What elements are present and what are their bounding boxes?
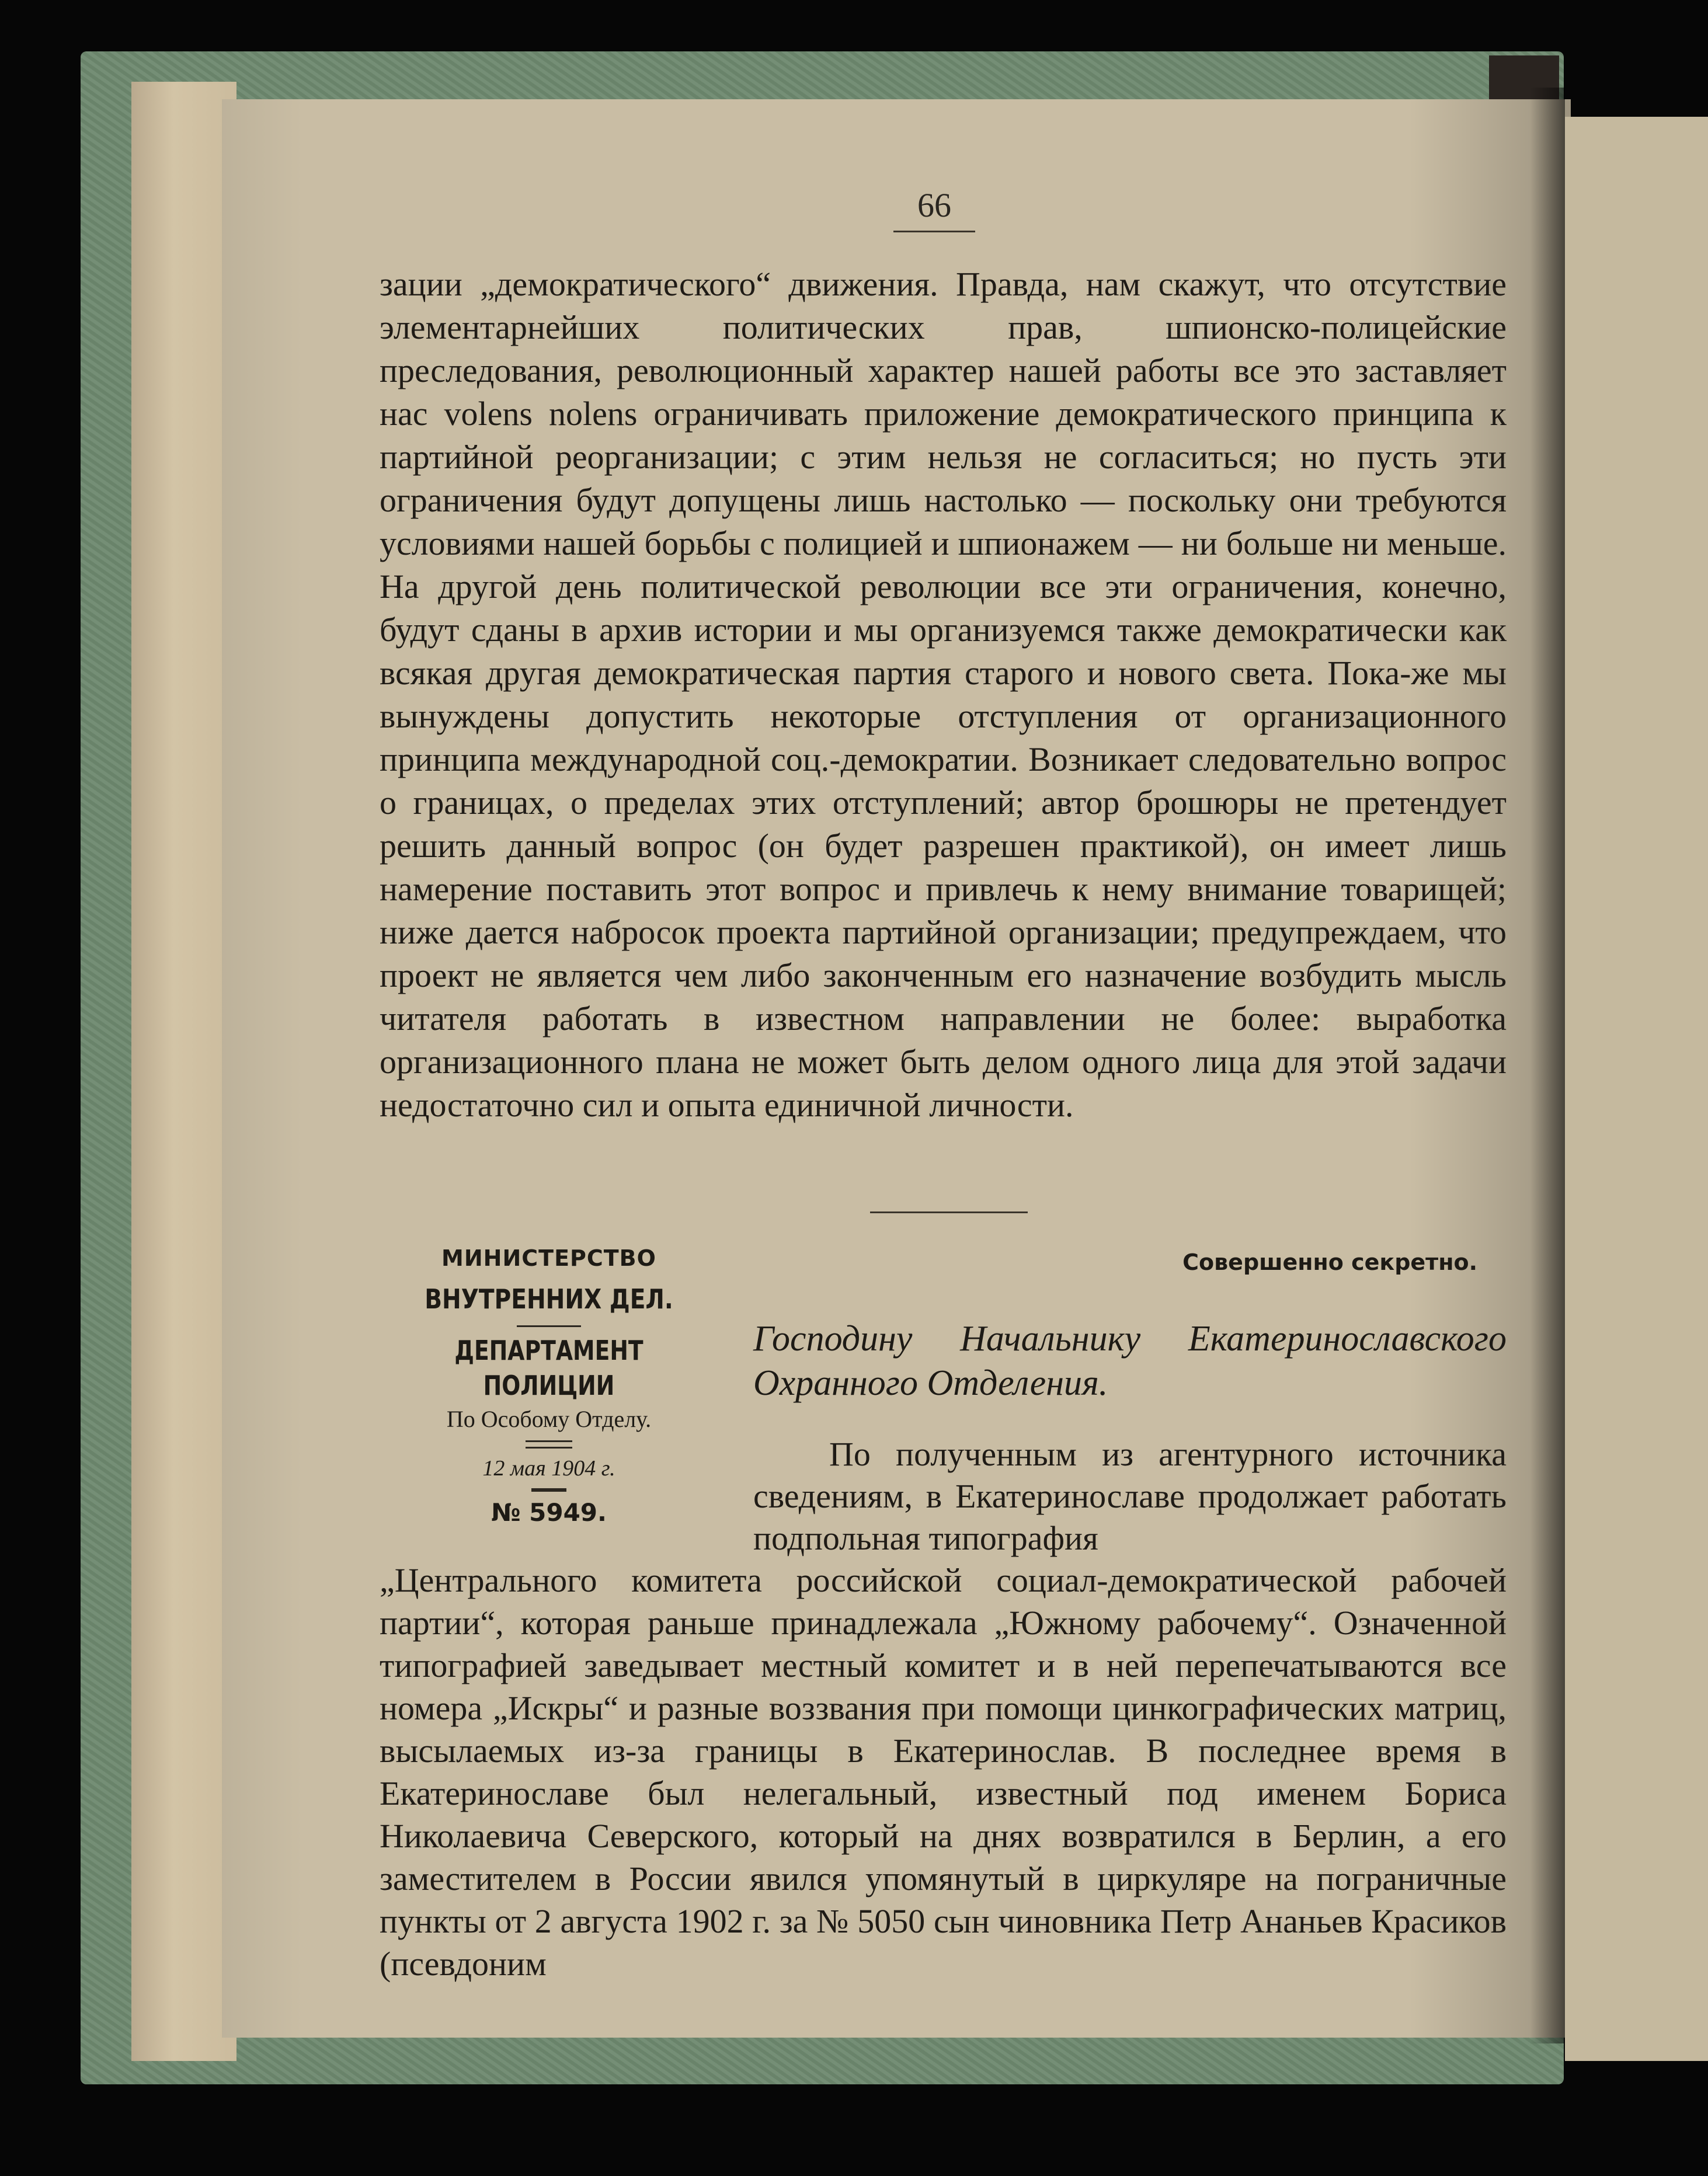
letter-lead-paragraph: По полученным из агентурного источника сведениям, в Екатеринославе продолжает работать подпольная типография: [753, 1435, 1507, 1557]
top-paragraph: зации „демократического“ движения. Правда, нам скажут, что отсутствие элементарнейших политических прав, шпионско-полицейские преследования, революционный характер нашей работы все это заставляет нас volens nolens ограничивать приложение демократического принципа к партийной реорганизации; с этим нельзя не согласиться; но пусть эти ограничения будут допущены лишь настолько — поскольку они требуются условиями нашей борьбы с полицией и шпионажем — ни больше ни меньше. На другой день политической революции все эти ограничения, конечно, будут сданы в архив истории и мы организуемся также демократически как всякая другая демократическая партия старого и нового света. Пока-же мы вынуждены допустить некоторые отступления от организационного принципа международной соц.-демократии. Возникает следовательно вопрос о границах, о пределах этих отступлений; автор брошюры не претендует решить данный вопрос (он будет разрешен практикой), он имеет лишь намерение поставить этот вопрос и привлечь к нему внимание товарищей; ниже дается набросок проекта партийной организации; предупреждаем, что проект не является чем либо законченным его назначение возбудить мысль читателя работать в известном направлении не более: выработка организационного плана не может быть делом одного лица для этой задачи недостаточно сил и опыта единичной личности.: [380, 265, 1507, 1124]
letterhead-department: ДЕПАРТАМЕНТ ПОЛИЦИИ: [454, 1335, 643, 1401]
letterhead-number: № 5949.: [491, 1498, 607, 1527]
letterhead-ministry: МИНИСТЕРСТВО: [441, 1245, 656, 1271]
letterhead-special-section: По Особому Отделу.: [446, 1406, 652, 1432]
section-divider: [870, 1211, 1028, 1213]
letterhead-date: 12 мая 1904 г.: [482, 1456, 615, 1481]
letterhead-rule-2: [531, 1488, 566, 1492]
letterhead-rule: [517, 1325, 581, 1327]
letterhead-double-rule: [526, 1440, 572, 1449]
book-gutter: [1530, 88, 1565, 2043]
right-page-text: [1565, 0, 1708, 2176]
page-number: 66: [917, 186, 951, 224]
classification-mark: Совершенно секретно.: [1182, 1249, 1477, 1275]
letter-addressee: Господину Начальнику Екатеринославского Охранного Отделения.: [753, 1319, 1507, 1403]
letter-body-paragraph: „Центрального комитета российской социал-демократической рабочей партии“, которая раньше принадлежала „Южному рабочему“. Означенной типографией заведывает местный комитет и в ней перепечатываются все номера „Искры“ и разные воззвания при помощи цинкографических матриц, высылаемых из-за границы в Екатеринослав. В последнее время в Екатеринославе был нелегальный, известный под именем Бориса Николаевича Северского, который на днях возвратился в Берлин, а его заместителем в России явился упомянутый в циркуляре на пограничные пункты от 2 августа 1902 г. за № 5050 сын чиновника Петр Ананьев Красиков (псевдоним: [380, 1561, 1507, 1983]
letterhead: [385, 1244, 712, 1530]
letterhead-internal-affairs: ВНУТРЕННИХ ДЕЛ.: [425, 1283, 673, 1315]
page-number-rule: [893, 231, 975, 232]
page-edges: [131, 82, 236, 2061]
